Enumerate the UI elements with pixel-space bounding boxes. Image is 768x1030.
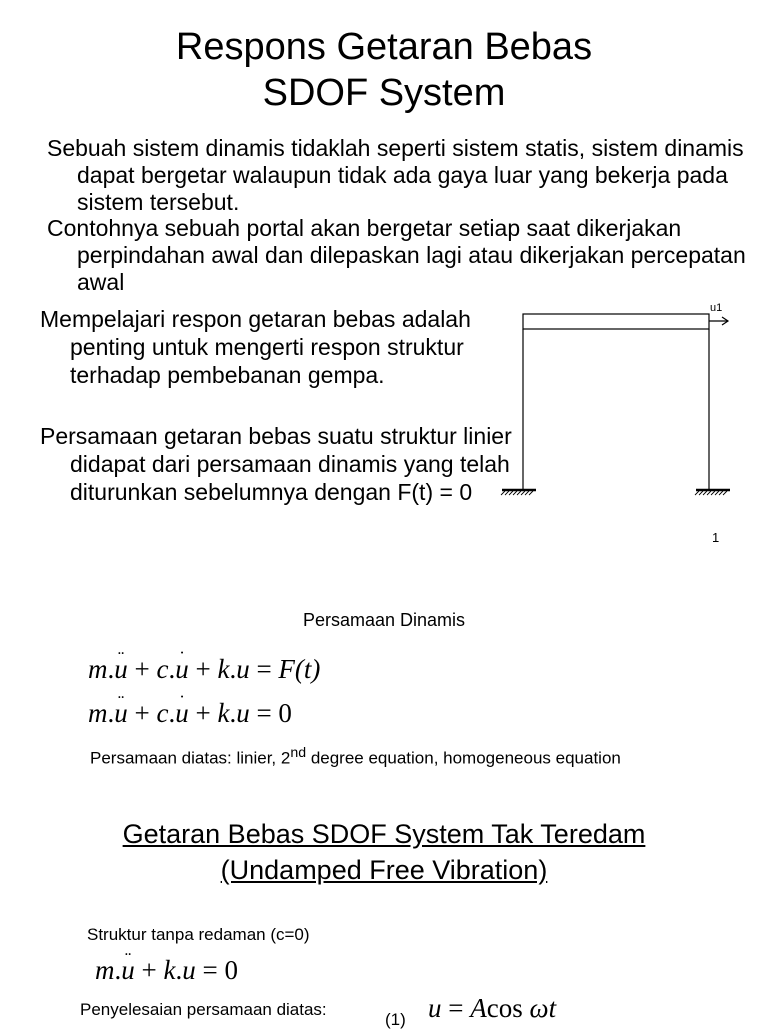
paragraph-free-vibration-equation: Persamaan getaran bebas suatu struktur linier didapat dari persamaan dinamis yang telah diturunkan sebelumnya dengan F(t) = 0 bbox=[40, 423, 512, 505]
equation-of-motion-forced: m.u ¨ + c.u ˙ + k.u = F(t) bbox=[88, 654, 320, 685]
dynamics-caption: Persamaan Dinamis bbox=[302, 610, 466, 630]
undamped-heading-line-1: Getaran Bebas SDOF System Tak Teredam bbox=[122, 819, 646, 849]
right-support-hatch bbox=[695, 491, 727, 495]
frame-beam bbox=[523, 314, 709, 329]
slide-title bbox=[0, 24, 768, 116]
title-line-1: Respons Getaran Bebas bbox=[175, 26, 593, 68]
frame-label-u1: u1 bbox=[710, 302, 723, 314]
equation-solution: u = Acos ωt bbox=[428, 993, 557, 1023]
paragraph-dynamic-system: Sebuah sistem dinamis tidaklah seperti sistem statis, sistem dinamis dapat bergetar walaupun tidak ada gaya luar yang bekerja pada sistem tersebut. bbox=[47, 135, 744, 215]
paragraph-importance: Mempelajari respon getaran bebas adalah penting untuk mengerti respon struktur terhadap pembebanan gempa. bbox=[40, 306, 471, 388]
paragraph-portal-example: Contohnya sebuah portal akan bergetar setiap saat dikerjakan perpindahan awal dan dilepaskan lagi atau dikerjakan percepatan awal bbox=[47, 215, 746, 295]
equation-of-motion-free: m.u ¨ + c.u ˙ + k.u = 0 bbox=[88, 698, 292, 729]
undamped-caption: Struktur tanpa redaman (c=0) bbox=[87, 925, 310, 944]
solution-caption: Penyelesaian persamaan diatas: bbox=[80, 1000, 327, 1019]
left-support-hatch bbox=[501, 491, 533, 495]
portal-frame-diagram bbox=[498, 298, 738, 508]
title-line-2: SDOF System bbox=[262, 72, 506, 114]
equation-note: Persamaan diatas: linier, 2nd degree equation, homogeneous equation bbox=[90, 745, 621, 768]
equation-undamped: m.u ¨ + k.u = 0 bbox=[95, 955, 238, 986]
slide-number: 1 bbox=[712, 530, 720, 545]
undamped-heading bbox=[0, 816, 768, 888]
equation-number: (1) bbox=[385, 1010, 406, 1029]
displacement-arrow bbox=[709, 317, 728, 325]
undamped-heading-line-2: (Undamped Free Vibration) bbox=[220, 855, 548, 885]
